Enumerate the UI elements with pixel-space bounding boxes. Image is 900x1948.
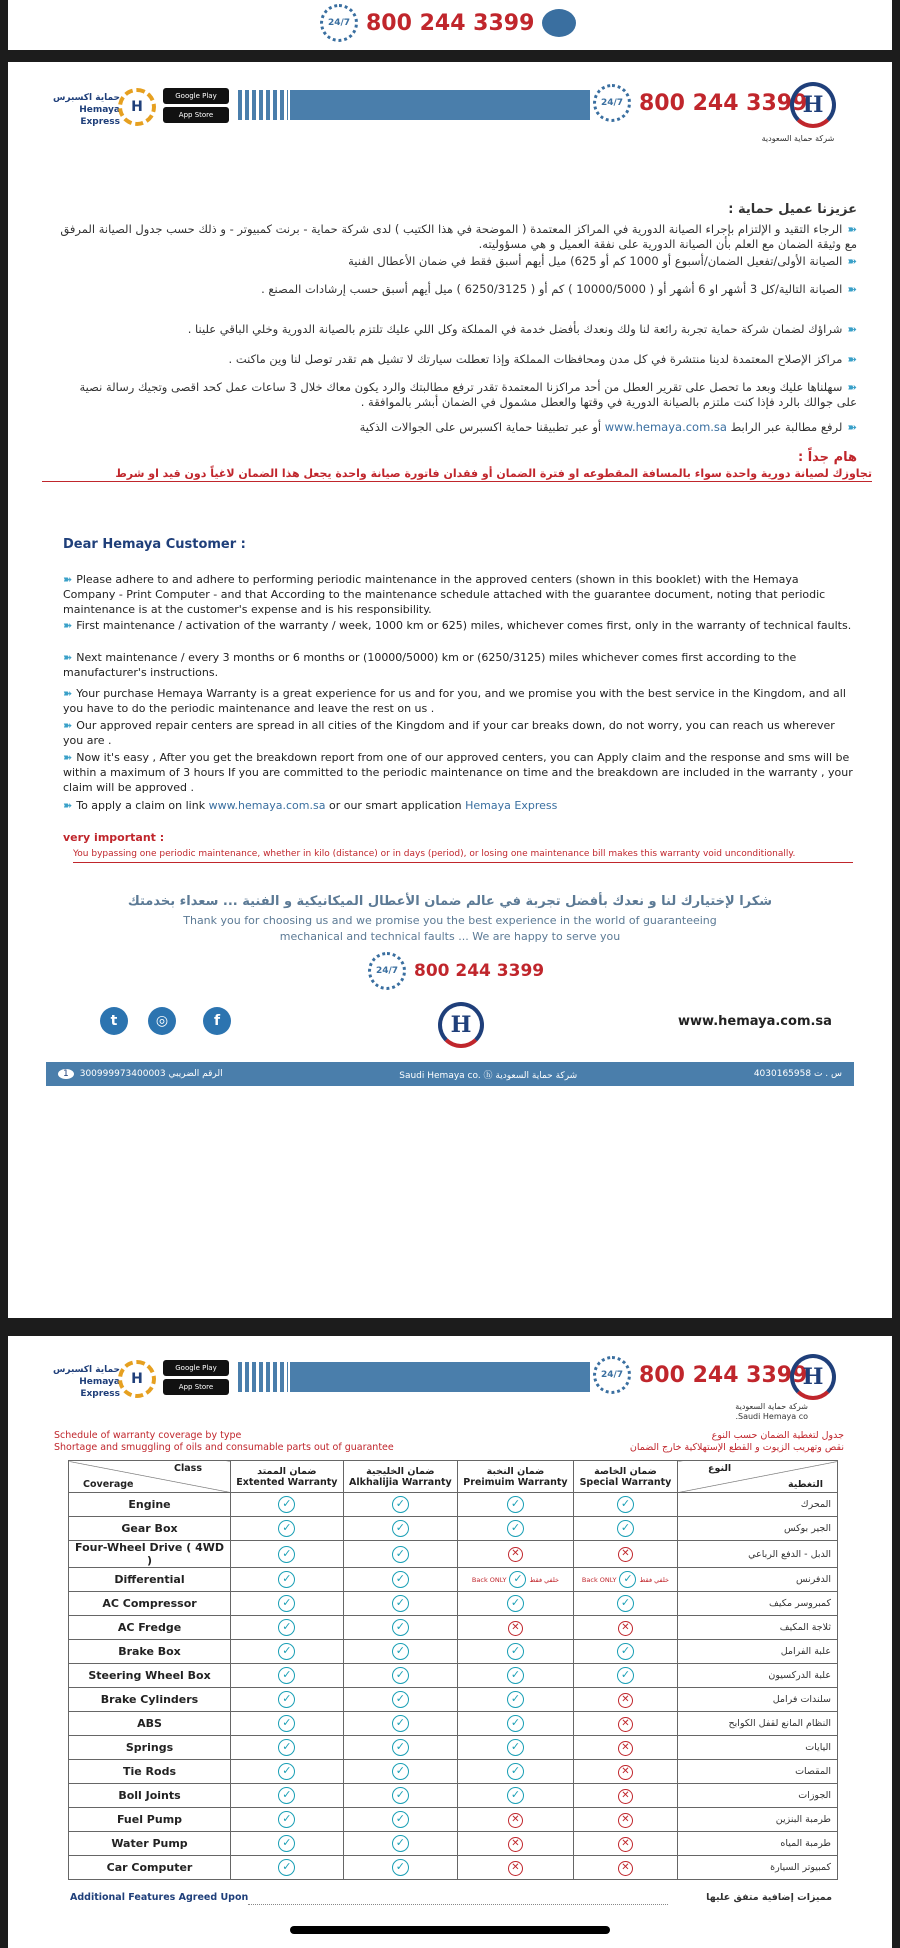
car-service-icon: [542, 9, 576, 37]
coverage-cell: [457, 1808, 573, 1832]
check-icon: ✓: [278, 1691, 295, 1708]
coverage-en: Four-Wheel Drive ( 4WD ): [69, 1541, 231, 1568]
table-row: [69, 1736, 838, 1760]
home-indicator: [290, 1926, 610, 1934]
coverage-cell: [343, 1640, 457, 1664]
check-icon: ✓: [507, 1643, 524, 1660]
check-icon: ✓: [507, 1667, 524, 1684]
check-icon: ✓: [617, 1643, 634, 1660]
coverage-ar: علبة الفرامل: [678, 1640, 838, 1664]
check-icon: ✓: [392, 1667, 409, 1684]
coverage-cell: [573, 1493, 677, 1517]
coverage-ar: طرمبة المياه: [678, 1832, 838, 1856]
coverage-en: Steering Wheel Box: [69, 1664, 231, 1688]
coverage-ar: المحرك: [678, 1493, 838, 1517]
google-play-button[interactable]: Google Play: [163, 1360, 229, 1376]
coverage-en: Water Pump: [69, 1832, 231, 1856]
check-icon: ✓: [619, 1571, 636, 1588]
thanks-ar: شكرا لإختيارك لنا و نعدك بأفضل تجربة في عالم ضمان الأعطال الميكانيكية و الفنية ... سعداء بخدمتك: [127, 894, 773, 909]
commercial-register-label: س . ت: [813, 1069, 842, 1079]
check-icon: ✓: [392, 1715, 409, 1732]
coverage-table: [68, 1460, 838, 1880]
coverage-en: AC Fredge: [69, 1616, 231, 1640]
coverage-en: Gear Box: [69, 1517, 231, 1541]
cross-icon: ✕: [618, 1765, 633, 1780]
coverage-en: Brake Box: [69, 1640, 231, 1664]
coverage-cell: [573, 1832, 677, 1856]
company-name-ar: شركة حماية السعودية: [735, 1402, 808, 1411]
en-paragraph-5: ➽ Our approved repair centers are spread in all cities of the Kingdom and if your car breaks down, do not worry, you can reach us wherever you are .: [63, 719, 835, 747]
coverage-cell: [573, 1856, 677, 1880]
header-phone-number[interactable]: 800 244 3399: [639, 1362, 808, 1388]
brand-name-ar: حماية اكسبرس: [52, 1365, 120, 1375]
coverage-cell: [343, 1832, 457, 1856]
hemaya-express-logo-icon: H: [118, 1360, 156, 1398]
check-icon: ✓: [278, 1619, 295, 1636]
coverage-cell: [573, 1541, 677, 1568]
shortage-note-ar: نقص وتهريب الزيوت و القطع الإستهلاكية خارج الضمان: [629, 1442, 844, 1453]
table-row: [69, 1832, 838, 1856]
table-row: [69, 1592, 838, 1616]
coverage-cell: [573, 1592, 677, 1616]
footer-company-en: Saudi Hemaya co.: [399, 1070, 481, 1081]
page-number: 1: [58, 1069, 74, 1079]
shortage-note-en: Shortage and smuggling of oils and consumable parts out of guarantee: [54, 1442, 394, 1453]
cross-icon: ✕: [618, 1789, 633, 1804]
cross-icon: ✕: [618, 1813, 633, 1828]
table-row: [69, 1541, 838, 1568]
coverage-ar: الجير بوكس: [678, 1517, 838, 1541]
check-icon: ✓: [278, 1643, 295, 1660]
table-row: [69, 1712, 838, 1736]
check-icon: ✓: [617, 1667, 634, 1684]
additional-features-ar: مميزات إضافية متفق عليها: [706, 1892, 832, 1903]
coverage-ar: علبة الدركسيون: [678, 1664, 838, 1688]
support-24-7-icon: 24/7: [320, 4, 358, 42]
page-header: [8, 1336, 892, 1426]
schedule-title-en: Schedule of warranty coverage by type: [54, 1430, 242, 1441]
ar-website-link[interactable]: www.hemaya.com.sa: [604, 420, 727, 434]
en-apply-claim: ➽ To apply a claim on link www.hemaya.com.sa or our smart application Hemaya Express: [63, 799, 558, 812]
tax-label: الرقم الضريبي: [168, 1069, 223, 1079]
check-icon: ✓: [278, 1739, 295, 1756]
check-icon: ✓: [278, 1496, 295, 1513]
coverage-en: Boll Joints: [69, 1784, 231, 1808]
coverage-cell: [573, 1517, 677, 1541]
coverage-cell: [457, 1541, 573, 1568]
coverage-cell: [343, 1664, 457, 1688]
schedule-title-ar: جدول لتغطية الضمان حسب النوع: [711, 1430, 844, 1441]
additional-features-en: Additional Features Agreed Upon: [70, 1892, 249, 1903]
header-bar: [290, 90, 590, 120]
en-paragraph-2: ➽ First maintenance / activation of the warranty / week, 1000 km or 625) miles, whichever comes first, only in the warranty of technical faults.: [63, 619, 852, 632]
check-icon: ✓: [278, 1787, 295, 1804]
cross-icon: ✕: [618, 1693, 633, 1708]
check-icon: ✓: [507, 1496, 524, 1513]
coverage-cell: [573, 1736, 677, 1760]
check-icon: ✓: [278, 1667, 295, 1684]
brand-name-en: Hemaya Express: [79, 1377, 120, 1399]
coverage-cell: [457, 1784, 573, 1808]
google-play-button[interactable]: Google Play: [163, 88, 229, 104]
store-badges: [163, 88, 229, 126]
header-stripes: [238, 90, 288, 120]
check-icon: ✓: [392, 1763, 409, 1780]
coverage-cell: [231, 1592, 344, 1616]
cross-icon: ✕: [618, 1741, 633, 1756]
table-row: [69, 1808, 838, 1832]
table-row: [69, 1784, 838, 1808]
header-bar: [290, 1362, 590, 1392]
coverage-cell: [343, 1736, 457, 1760]
coverage-cell: [231, 1568, 344, 1592]
check-icon: ✓: [507, 1520, 524, 1537]
company-name-ar: شركة حماية السعودية: [761, 134, 835, 143]
thanks-en-line-1: Thank you for choosing us and we promise you the best experience in the world of guaranteeing: [183, 914, 717, 927]
back-only-note: Back ONLY: [581, 1576, 617, 1584]
cross-icon: ✕: [508, 1547, 523, 1562]
col-premium: ضمان النخبة Preimuim Warranty: [457, 1461, 573, 1493]
check-icon: ✓: [507, 1787, 524, 1804]
check-icon: ✓: [392, 1520, 409, 1537]
coverage-cell: [573, 1640, 677, 1664]
hemaya-logo: H: [790, 1354, 836, 1400]
cross-icon: ✕: [618, 1861, 633, 1876]
support-24-7-icon: 24/7: [593, 1356, 631, 1394]
coverage-en: Tie Rods: [69, 1760, 231, 1784]
coverage-ar: كمبروسر مكيف: [678, 1592, 838, 1616]
hemaya-logo: H: [790, 82, 836, 128]
coverage-cell: [343, 1616, 457, 1640]
coverage-cell: [457, 1760, 573, 1784]
coverage-cell: [457, 1688, 573, 1712]
support-24-7-icon: 24/7: [368, 952, 406, 990]
back-only-note: Back ONLY: [471, 1576, 507, 1584]
coverage-cell: [573, 1664, 677, 1688]
coverage-cell: [573, 1688, 677, 1712]
coverage-en: ABS: [69, 1712, 231, 1736]
cross-icon: ✕: [508, 1837, 523, 1852]
header-phone: [593, 1356, 807, 1394]
coverage-cell: [343, 1592, 457, 1616]
check-icon: ✓: [617, 1520, 634, 1537]
table-row: [69, 1517, 838, 1541]
brand-name-ar: حماية اكسبرس: [52, 93, 120, 103]
check-icon: ✓: [392, 1619, 409, 1636]
warranty-info-page: [8, 62, 892, 1318]
ar-greeting: عزيزنا عميل حماية :: [728, 202, 857, 217]
check-icon: ✓: [392, 1859, 409, 1876]
check-icon: ✓: [507, 1739, 524, 1756]
store-badges: [163, 1360, 229, 1398]
coverage-cell: [457, 1517, 573, 1541]
en-greeting: Dear Hemaya Customer :: [63, 537, 246, 552]
coverage-ar: سلندات فرامل: [678, 1688, 838, 1712]
coverage-cell: [231, 1664, 344, 1688]
check-icon: ✓: [278, 1811, 295, 1828]
check-icon: ✓: [507, 1595, 524, 1612]
en-website-link[interactable]: www.hemaya.com.sa: [208, 799, 326, 812]
coverage-cell: [343, 1568, 457, 1592]
coverage-cell: [457, 1592, 573, 1616]
coverage-cell: [231, 1808, 344, 1832]
top-phone-number[interactable]: 800 244 3399: [366, 10, 535, 36]
en-paragraph-6: ➽ Now it's easy , After you get the breakdown report from one of our approved centers, you can Apply claim and the response and sms will be within a maximum of 3 hours If you are committed to the periodic maintenance on time and the breakdown are included in the warranty , your claim will be approved .: [63, 751, 853, 794]
coverage-table-body: [69, 1493, 838, 1880]
check-icon: ✓: [278, 1520, 295, 1537]
check-icon: ✓: [392, 1691, 409, 1708]
coverage-en: Differential: [69, 1568, 231, 1592]
coverage-ar: اليايات: [678, 1736, 838, 1760]
check-icon: ✓: [507, 1691, 524, 1708]
class-coverage-header: Class Coverage: [69, 1461, 231, 1493]
coverage-en: AC Compressor: [69, 1592, 231, 1616]
check-icon: ✓: [392, 1811, 409, 1828]
coverage-en: Car Computer: [69, 1856, 231, 1880]
coverage-ar: الدفرنس: [678, 1568, 838, 1592]
check-icon: ✓: [278, 1859, 295, 1876]
coverage-cell: [457, 1856, 573, 1880]
bottom-phone: [368, 952, 544, 990]
thanks-en-line-2: mechanical and technical faults ... We are happy to serve you: [279, 930, 621, 943]
coverage-ar: المقصات: [678, 1760, 838, 1784]
coverage-ar: الدبل - الدفع الرباعي: [678, 1541, 838, 1568]
coverage-cell: [573, 1760, 677, 1784]
coverage-ar: كمبيوتر السيارة: [678, 1856, 838, 1880]
check-icon: ✓: [392, 1546, 409, 1563]
table-row: [69, 1616, 838, 1640]
coverage-en: Springs: [69, 1736, 231, 1760]
check-icon: ✓: [278, 1763, 295, 1780]
table-row: [69, 1856, 838, 1880]
cross-icon: ✕: [618, 1621, 633, 1636]
coverage-cell: [457, 1568, 573, 1592]
check-icon: ✓: [278, 1546, 295, 1563]
table-row: [69, 1568, 838, 1592]
check-icon: ✓: [507, 1715, 524, 1732]
table-row: [69, 1664, 838, 1688]
col-extended: ضمان الممتد Extented Warranty: [231, 1461, 344, 1493]
header-phone: [593, 84, 807, 122]
commercial-register: 4030165958: [753, 1069, 812, 1079]
coverage-cell: [231, 1493, 344, 1517]
support-24-7-icon: 24/7: [593, 84, 631, 122]
coverage-cell: [457, 1664, 573, 1688]
top-page-strip: [8, 0, 892, 50]
twitter-icon[interactable]: t: [100, 1007, 128, 1035]
back-only-note-ar: خلفي فقط: [639, 1576, 669, 1584]
coverage-cell: [457, 1493, 573, 1517]
hemaya-logo-footer: H: [438, 1002, 484, 1048]
coverage-cell: [343, 1784, 457, 1808]
footer-company-ar: شركة حماية السعودية: [495, 1070, 578, 1081]
en-paragraph-3: ➽ Next maintenance / every 3 months or 6 months or (10000/5000) km or (6250/3125) miles whichever comes first according to the manufacturer's instructions.: [63, 651, 797, 679]
coverage-cell: [231, 1541, 344, 1568]
check-icon: ✓: [507, 1763, 524, 1780]
coverage-cell: [573, 1808, 677, 1832]
coverage-cell: [343, 1760, 457, 1784]
check-icon: ✓: [392, 1643, 409, 1660]
bottom-phone-number[interactable]: 800 244 3399: [414, 961, 545, 981]
type-coverage-header-ar: النوع التغطية: [678, 1461, 838, 1493]
cross-icon: ✕: [508, 1621, 523, 1636]
facebook-icon[interactable]: f: [203, 1007, 231, 1035]
app-store-button[interactable]: App Store: [163, 1379, 229, 1395]
check-icon: ✓: [392, 1835, 409, 1852]
coverage-cell: [343, 1517, 457, 1541]
coverage-cell: [231, 1517, 344, 1541]
ar-paragraph-6: ➽سهلناها عليك وبعد ما تحصل على تقرير العطل من أحد مراكزنا المعتمدة تقدر ترفع مطالبتك والرد يكون معاك خلال 3 ساعات عمل كحد اقصى وتجيك رسالة نصية على جوالك بالرد فإذا كنت ملتزم بالصيانة الدورية في وقتها والعطل مشمول في الضمان أبشر بالموافقة .: [79, 380, 857, 409]
coverage-en: Fuel Pump: [69, 1808, 231, 1832]
en-app-link[interactable]: Hemaya Express: [465, 799, 558, 812]
ar-paragraph-5: ➽مراكز الإصلاح المعتمدة لدينا منتشرة في كل مدن ومحافظات المملكة وإذا تعطلت سيارتك لا تشيل هم تقدر توصل لنا وين ماكنت .: [228, 352, 857, 366]
en-paragraph-4: ➽ Your purchase Hemaya Warranty is a great experience for us and for you, and we promise you with the best service in the Kingdom, and all you have to do the periodic maintenance and leave the rest on us .: [63, 687, 846, 715]
back-only-note-ar: خلفي فقط: [529, 1576, 559, 1584]
table-header-row: [69, 1461, 838, 1493]
brand-name-en: Hemaya Express: [79, 105, 120, 127]
page-header: [8, 62, 892, 157]
coverage-cell: [231, 1736, 344, 1760]
header-stripes: [238, 1362, 288, 1392]
coverage-ar: الجوزات: [678, 1784, 838, 1808]
ar-important-title: هام جداً :: [797, 450, 857, 465]
footer-website[interactable]: www.hemaya.com.sa: [678, 1014, 832, 1029]
en-important-text: You bypassing one periodic maintenance, whether in kilo (distance) or in days (period), or losing one maintenance bill makes this warranty void unconditionally.: [73, 847, 853, 863]
table-row: [69, 1688, 838, 1712]
cross-icon: ✕: [508, 1861, 523, 1876]
en-important-title: very important :: [63, 831, 165, 844]
check-icon: ✓: [392, 1595, 409, 1612]
page-footer: 1 300999973400003 الرقم الضريبي Saudi Hemaya co. ⓗ شركة حماية السعودية 4030165958 س . ت: [46, 1062, 854, 1086]
coverage-ar: ثلاجة المكيف: [678, 1616, 838, 1640]
check-icon: ✓: [392, 1571, 409, 1588]
cross-icon: ✕: [618, 1837, 633, 1852]
hemaya-express-logo-icon: H: [118, 88, 156, 126]
coverage-cell: [457, 1832, 573, 1856]
coverage-schedule-page: [8, 1336, 892, 1948]
check-icon: ✓: [278, 1715, 295, 1732]
company-name-en: Saudi Hemaya co.: [735, 1412, 808, 1421]
coverage-cell: [573, 1568, 677, 1592]
cross-icon: ✕: [508, 1813, 523, 1828]
col-alkhalijia: ضمان الخليجية Alkhalijia Warranty: [343, 1461, 457, 1493]
ar-paragraph-3: ➽الصيانة التالية/كل 3 أشهر او 6 أشهر أو ( 10000/5000 ) كم أو ( 6250/3125 ) ميل أيهم أسبق حسب إرشادات المصنع .: [261, 282, 857, 296]
check-icon: ✓: [278, 1835, 295, 1852]
instagram-icon[interactable]: ◎: [148, 1007, 176, 1035]
cross-icon: ✕: [618, 1547, 633, 1562]
coverage-cell: [343, 1856, 457, 1880]
top-phone: [320, 4, 576, 42]
coverage-cell: [343, 1688, 457, 1712]
coverage-cell: [573, 1712, 677, 1736]
ar-paragraph-2: ➽الصيانة الأولى/تفعيل الضمان/أسبوع أو 1000 كم أو 625) ميل أيهم أسبق فقط في ضمان الأعطال الفنية: [348, 254, 857, 268]
coverage-cell: [457, 1712, 573, 1736]
check-icon: ✓: [617, 1496, 634, 1513]
check-icon: ✓: [392, 1739, 409, 1756]
coverage-cell: [231, 1616, 344, 1640]
coverage-en: Engine: [69, 1493, 231, 1517]
check-icon: ✓: [392, 1496, 409, 1513]
table-row: [69, 1640, 838, 1664]
coverage-cell: [343, 1493, 457, 1517]
coverage-cell: [343, 1712, 457, 1736]
coverage-ar: طرمبة البنزين: [678, 1808, 838, 1832]
coverage-cell: [457, 1736, 573, 1760]
check-icon: ✓: [392, 1787, 409, 1804]
ar-paragraph-1: ➽الرجاء التقيد و الإلتزام بإجراء الصيانة الدورية في المراكز المعتمدة ( الموضحة في هذا الكتيب ) لدى شركة حماية - برنت كمبيوتر - و ذلك حسب جدول الصيانة المرفق مع وثيقة الضمان مع العلم بأن الصيانة الدورية على نفقة العميل و هي مسؤوليته.: [60, 222, 857, 251]
coverage-cell: [343, 1541, 457, 1568]
check-icon: ✓: [617, 1595, 634, 1612]
coverage-cell: [231, 1760, 344, 1784]
coverage-cell: [231, 1640, 344, 1664]
table-row: [69, 1760, 838, 1784]
coverage-ar: النظام المانع لقفل الكوابح: [678, 1712, 838, 1736]
header-phone-number[interactable]: 800 244 3399: [639, 90, 808, 116]
check-icon: ✓: [278, 1595, 295, 1612]
coverage-cell: [343, 1808, 457, 1832]
additional-features-line: [248, 1904, 668, 1905]
app-store-button[interactable]: App Store: [163, 107, 229, 123]
coverage-cell: [457, 1616, 573, 1640]
coverage-cell: [573, 1784, 677, 1808]
table-row: [69, 1493, 838, 1517]
en-paragraph-1: ➽ Please adhere to and adhere to performing periodic maintenance in the approved centers (shown in this booklet) with the Hemaya Company - Print Computer - and that According to the maintenance schedule attached with the guarantee document, noting that periodic maintenance is at the customer's expense and is his responsibility.: [63, 573, 826, 616]
coverage-cell: [231, 1712, 344, 1736]
ar-apply-claim: ➽لرفع مطالبة عبر الرابط www.hemaya.com.sa أو عبر تطبيقنا حماية اكسبرس على الجوالات الذكية: [359, 420, 857, 434]
coverage-en: Brake Cylinders: [69, 1688, 231, 1712]
check-icon: ✓: [509, 1571, 526, 1588]
coverage-cell: [457, 1640, 573, 1664]
coverage-cell: [231, 1688, 344, 1712]
coverage-cell: [231, 1856, 344, 1880]
ar-paragraph-4: ➽شراؤك لضمان شركة حماية تجربة رائعة لنا ولك ونعدك بأفضل خدمة في المملكة وكل اللي عليك تلتزم بالصيانة الدورية وخلي الباقي علينا .: [187, 322, 857, 336]
cross-icon: ✕: [618, 1717, 633, 1732]
coverage-cell: [231, 1784, 344, 1808]
col-special: ضمان الخاصة Special Warranty: [573, 1461, 677, 1493]
ar-important-text: تجاوزك لصيانة دورية واحدة سواء بالمسافة المقطوعه او فترة الضمان أو فقدان فاتورة صيانة واحدة يجعل هذا الضمان لاغياً دون قيد او شرط: [42, 466, 872, 482]
coverage-cell: [231, 1832, 344, 1856]
coverage-cell: [573, 1616, 677, 1640]
check-icon: ✓: [278, 1571, 295, 1588]
tax-number: 300999973400003: [79, 1069, 166, 1079]
